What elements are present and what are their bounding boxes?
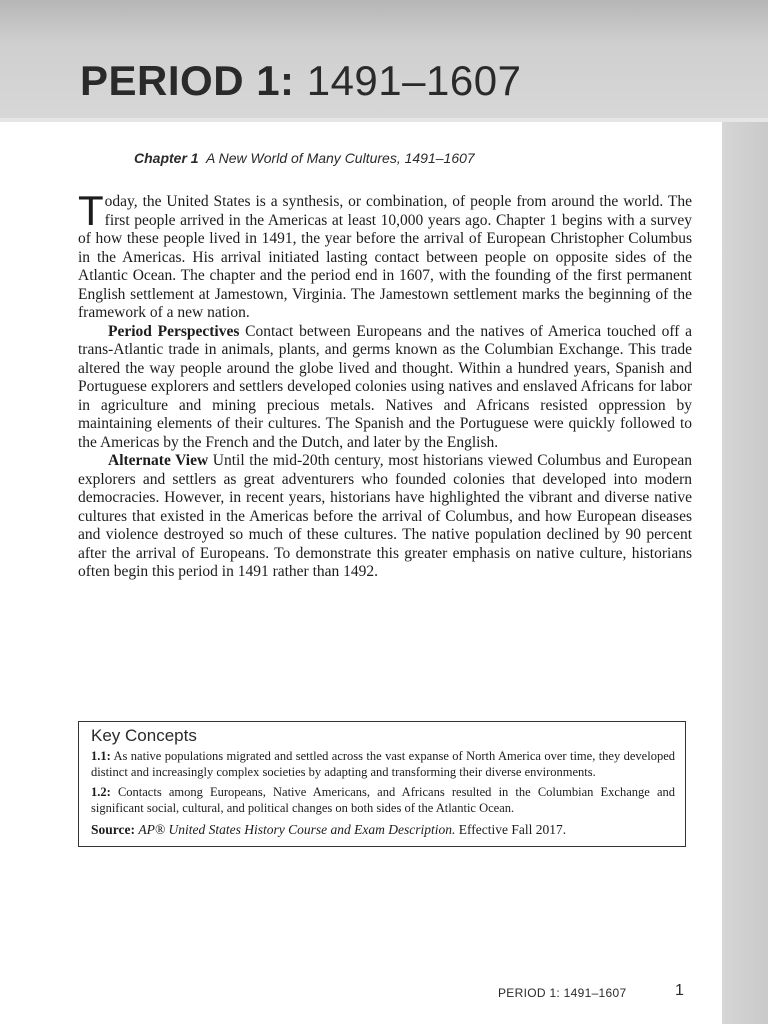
perspectives-text: Contact between Europeans and the natives of America touched off a trans-Atlantic trade in animals, plants, and germs known as the Columbian Exchange. This trade altered the way people around the globe lived and thought. Within a hundred years, Spanish and Portuguese explorers and settlers developed colonies using natives and enslaved Africans for labor in agriculture and mining precious metals. Natives and Africans resisted oppression by maintaining elements of their cultures. The Spanish and the Portuguese were quickly followed to the Americas by the French and the Dutch, and later by the English. [78,322,692,451]
alternate-view-text: Until the mid-20th century, most historians viewed Columbus and European explorers and settlers as great adventurers who founded colonies that developed into modern democracies. However, in recent years, historians have highlighted the vibrant and diverse native cultures that existed in the Americas before the arrival of Columbus, and how European diseases and violence destroyed so much of these cultures. The native population declined by 90 percent after the arrival of Europeans. To demonstrate this greater emphasis on native culture, historians often begin this period in 1491 rather than 1492. [78,452,693,580]
drop-cap: T [78,187,104,234]
intro-text: oday, the United States is a synthesis, or combination, of people from around the world. The first people arrived in the Americas at least 10,000 years ago. Chapter 1 begins with a survey of how these people lived in 1491, the year before the arrival of European Christopher Columbus in the Americas. His arrival initiated lasting contact between people on opposite sides of the Atlantic Ocean. The chapter and the period end in 1607, with the founding of the first permanent English settlement at Jamestown, Virginia. The Jamestown settlement marks the beginning of the framework of a new nation. [78,193,692,321]
alternate-view-paragraph [78,452,692,582]
running-footer: PERIOD 1: 1491–1607 [498,986,627,1000]
concept-text: As native populations migrated and settled across the vast expanse of North America over time, they developed distinct and increasingly complex societies by adapting and transforming their diverse environments. [91,749,675,779]
concept-item [91,749,675,780]
concept-item [91,785,675,816]
alternate-view-heading: Alternate View [108,452,209,469]
source-label: Source: [91,822,135,837]
margin-band [722,122,768,1024]
intro-paragraph [78,187,692,323]
concept-number: 1.2: [91,785,111,799]
page-number: 1 [675,982,684,999]
source-line [91,821,675,838]
key-concepts-heading: Key Concepts [91,726,197,745]
concept-number: 1.1: [91,749,111,763]
source-tail: Effective Fall 2017. [458,822,567,837]
concept-text: Contacts among Europeans, Native Americans, and Africans resulted in the Columbian Exchange and significant social, cultural, and political changes on both sides of the Atlantic Ocean. [91,785,675,815]
header-band-edge [0,118,768,122]
perspectives-paragraph [78,323,692,453]
key-concepts-box [78,721,686,847]
period-years: 1491–1607 [306,57,522,104]
chapter-title: A New World of Many Cultures, 1491–1607 [205,150,475,166]
period-label: PERIOD 1: [80,57,295,104]
perspectives-heading: Period Perspectives [108,322,240,340]
period-title [80,56,521,106]
chapter-number: Chapter 1 [134,150,199,166]
body-text [78,187,693,582]
source-title: AP® United States History Course and Exam Description. [138,822,456,837]
chapter-heading [134,150,475,166]
